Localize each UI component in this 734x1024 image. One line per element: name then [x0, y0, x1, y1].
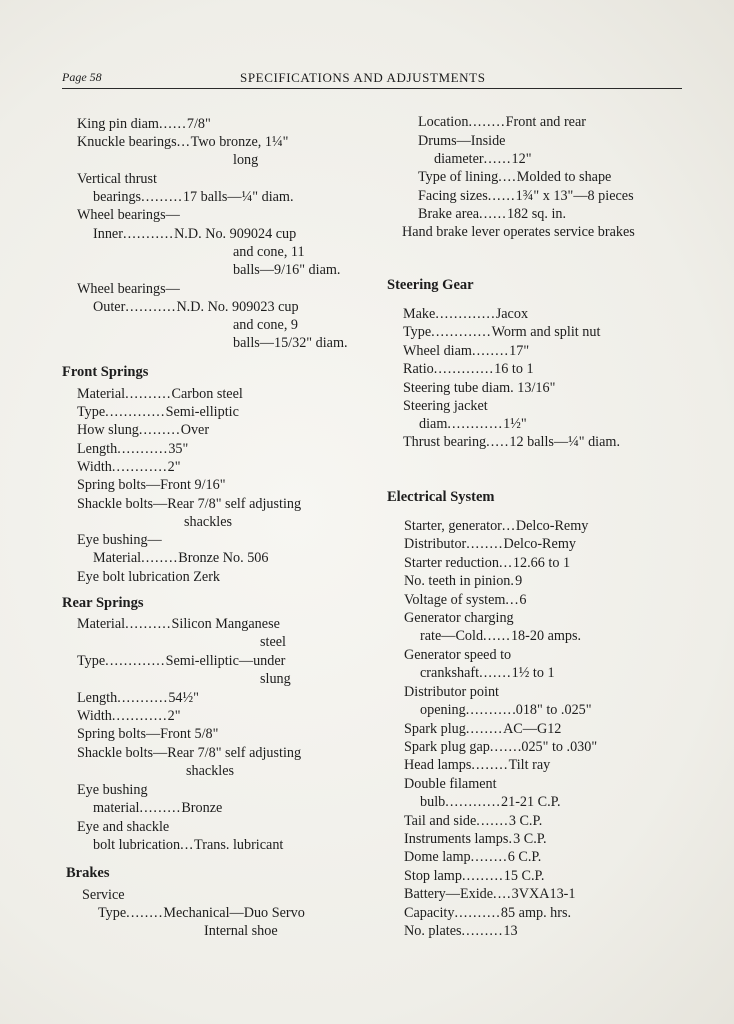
spec-el-gen-charging: rate—Cold......18-20 amps.: [420, 628, 582, 644]
spec-rs-eye-shackle-label: Eye and shackle: [77, 819, 170, 835]
spec-fs-eye-bushing-label: Eye bushing—: [77, 532, 162, 548]
spec-el-distributor: Distributor........Delco-Remy: [404, 536, 576, 552]
spec-el-tail: Tail and side.......3 C.P.: [404, 813, 543, 829]
spec-knuckle-bearings: Knuckle bearings...Two bronze, 1¼": [77, 134, 289, 150]
spec-wheel-inner-label: Wheel bearings—: [77, 207, 180, 223]
spec-brakes-type: Type........Mechanical—Duo Servo: [98, 905, 305, 921]
spec-sg-wheel-diam: Wheel diam........17": [403, 343, 530, 359]
spec-fs-eye-bolt: Eye bolt lubrication Zerk: [77, 569, 221, 585]
spec-el-head-lamps: Head lamps........Tilt ray: [404, 757, 551, 773]
spec-brakes-service: Service: [82, 887, 125, 903]
spec-el-gen-speed-label: Generator speed to: [404, 647, 512, 663]
spec-drums: diameter......12": [434, 151, 532, 167]
spec-drums-label: Drums—Inside: [418, 133, 506, 149]
spec-el-dist-point-label: Distributor point: [404, 684, 499, 700]
spec-wheel-outer: Outer...........N.D. No. 909023 cup: [93, 299, 299, 315]
section-heading-front-springs: Front Springs: [62, 364, 149, 380]
spec-rs-eye-bushing-label: Eye bushing: [77, 782, 148, 798]
running-title: SPECIFICATIONS AND ADJUSTMENTS: [240, 70, 486, 85]
spec-sg-jacket: diam............1½": [419, 416, 527, 432]
spec-el-capacity: Capacity..........85 amp. hrs.: [404, 905, 572, 921]
spec-rs-shackle-bolts: Shackle bolts—Rear 7/8" self adjusting: [77, 745, 302, 761]
spec-fs-type: Type.............Semi-elliptic: [77, 404, 239, 420]
spec-wheel-outer-cont2: balls—15/32" diam.: [233, 335, 348, 351]
section-heading-brakes: Brakes: [66, 865, 110, 881]
spec-fs-width: Width............2": [77, 459, 181, 475]
spec-fs-spring-bolts: Spring bolts—Front 9/16": [77, 477, 226, 493]
spec-el-voltage: Voltage of system...6: [404, 592, 527, 608]
spec-sg-ratio: Ratio.............16 to 1: [403, 361, 534, 377]
spec-sg-jacket-label: Steering jacket: [403, 398, 488, 414]
spec-el-dome: Dome lamp........6 C.P.: [404, 849, 542, 865]
spec-fs-how-slung: How slung.........Over: [77, 422, 210, 438]
section-heading-rear-springs: Rear Springs: [62, 595, 144, 611]
spec-el-teeth: No. teeth in pinion.9: [404, 573, 523, 589]
spec-el-starter-gen: Starter, generator...Delco-Remy: [404, 518, 589, 534]
spec-wheel-outer-cont1: and cone, 9: [233, 317, 299, 333]
spec-el-instruments: Instruments lamps.3 C.P.: [404, 831, 547, 847]
spec-fs-eye-bushing: Material........Bronze No. 506: [93, 550, 269, 566]
spec-vertical-thrust: bearings.........17 balls—¼" diam.: [93, 189, 294, 205]
spec-el-double-fil: bulb............21-21 C.P.: [420, 794, 561, 810]
page-number: Page 58: [62, 70, 102, 84]
spec-el-gen-speed: crankshaft.......1½ to 1: [420, 665, 555, 681]
spec-wheel-inner-cont1: and cone, 11: [233, 244, 305, 260]
spec-el-spark-plug: Spark plug........AC—G12: [404, 721, 562, 737]
spec-el-spark-gap: Spark plug gap.......025" to .030": [404, 739, 598, 755]
spec-el-battery: Battery—Exide....3VXA13-1: [404, 886, 576, 902]
spec-location: Location........Front and rear: [418, 114, 586, 130]
spec-rs-material: Material..........Silicon Manganese: [77, 616, 280, 632]
section-heading-electrical: Electrical System: [387, 489, 495, 505]
spec-rs-length: Length...........54½": [77, 690, 199, 706]
spec-knuckle-cont: long: [233, 152, 259, 168]
spec-king-pin: King pin diam......7/8": [77, 116, 211, 132]
spec-wheel-outer-label: Wheel bearings—: [77, 281, 180, 297]
spec-el-stop: Stop lamp.........15 C.P.: [404, 868, 545, 884]
spec-sg-tube-diam: Steering tube diam. 13/16": [403, 380, 556, 396]
spec-rs-type: Type.............Semi-elliptic—under: [77, 653, 286, 669]
spec-el-double-fil-label: Double filament: [404, 776, 497, 792]
spec-brake-area: Brake area......182 sq. in.: [418, 206, 567, 222]
spec-el-gen-charging-label: Generator charging: [404, 610, 514, 626]
section-heading-steering-gear: Steering Gear: [387, 277, 474, 293]
spec-fs-shackle-bolts: Shackle bolts—Rear 7/8" self adjusting: [77, 496, 302, 512]
spec-rs-type-cont: slung: [260, 671, 291, 687]
spec-el-dist-point: opening...........018" to .025": [420, 702, 592, 718]
spec-sg-type: Type.............Worm and split nut: [403, 324, 601, 340]
spec-rs-eye-shackle: bolt lubrication...Trans. lubricant: [93, 837, 284, 853]
spec-lining: Type of lining....Molded to shape: [418, 169, 612, 185]
spec-wheel-inner-cont2: balls—9/16" diam.: [233, 262, 341, 278]
spec-fs-material: Material..........Carbon steel: [77, 386, 243, 402]
spec-vertical-thrust-label: Vertical thrust: [77, 171, 157, 187]
spec-facing: Facing sizes......1¾" x 13"—8 pieces: [418, 188, 634, 204]
spec-fs-shackle-cont: shackles: [184, 514, 233, 530]
spec-brakes-type-cont: Internal shoe: [204, 923, 278, 939]
spec-wheel-inner: Inner...........N.D. No. 909024 cup: [93, 226, 297, 242]
spec-sg-thrust: Thrust bearing.....12 balls—¼" diam.: [403, 434, 620, 450]
spec-rs-shackle-cont: shackles: [186, 763, 235, 779]
spec-rs-eye-bushing: material.........Bronze: [93, 800, 223, 816]
spec-rs-width: Width............2": [77, 708, 181, 724]
spec-sg-make: Make.............Jacox: [403, 306, 529, 322]
spec-rs-material-cont: steel: [260, 634, 286, 650]
page-header: [62, 70, 682, 89]
spec-hand-brake: Hand brake lever operates service brakes: [402, 224, 635, 240]
spec-fs-length: Length...........35": [77, 441, 189, 457]
spec-el-starter-red: Starter reduction...12.66 to 1: [404, 555, 571, 571]
spec-rs-spring-bolts: Spring bolts—Front 5/8": [77, 726, 219, 742]
spec-el-plates: No. plates.........13: [404, 923, 518, 939]
